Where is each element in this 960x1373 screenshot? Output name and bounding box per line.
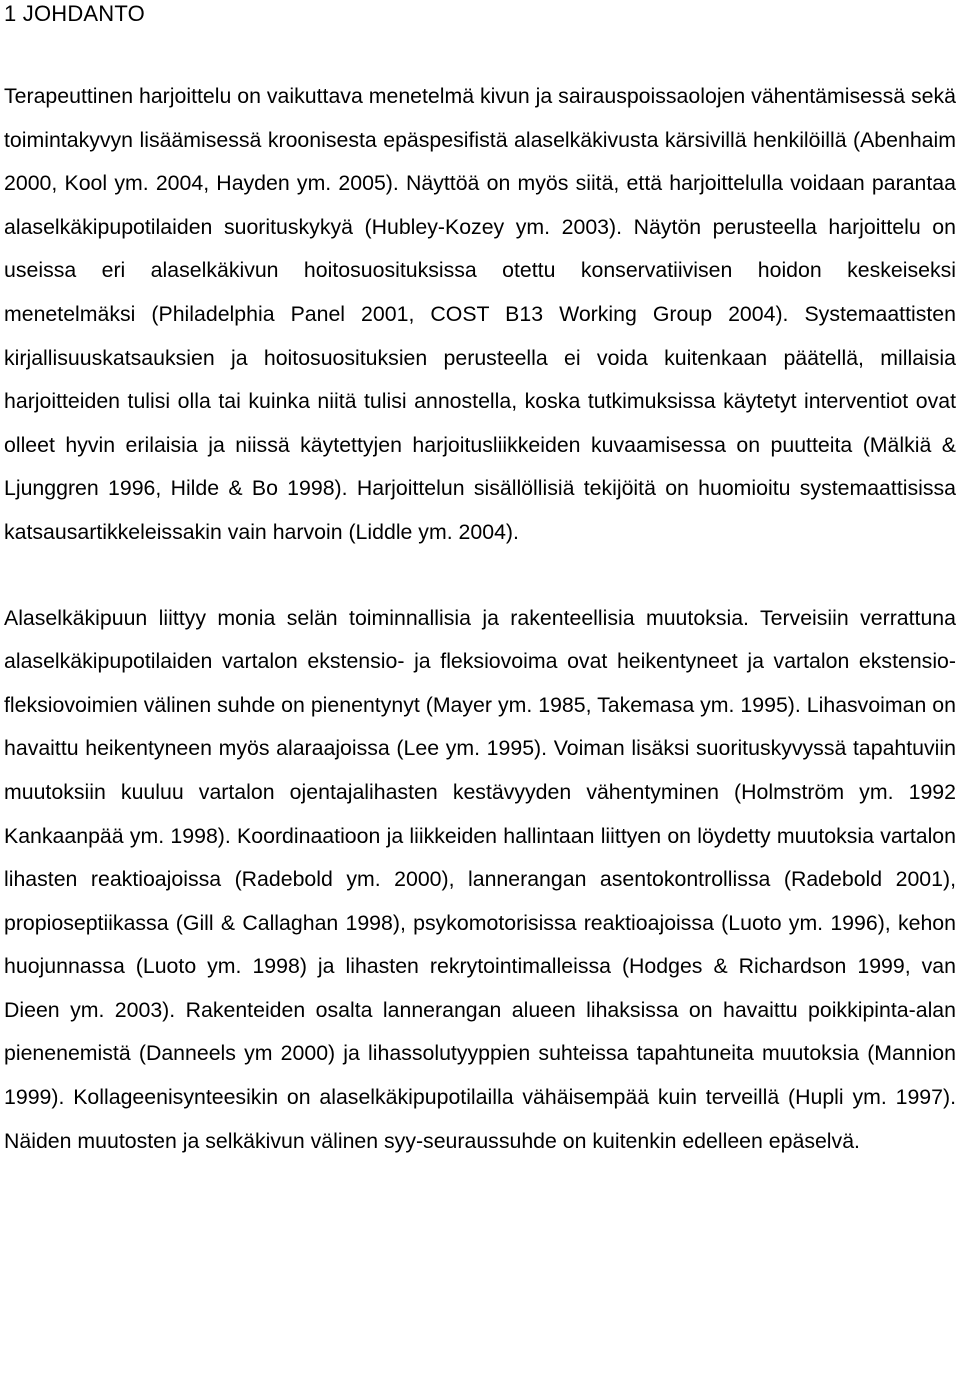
paragraph-2: Alaselkäkipuun liittyy monia selän toiminnallisia ja rakenteellisia muutoksia. Terveisiin verrattuna alaselkäkipupotilaiden vartalon ekstensio- ja fleksiovoima ovat heikentyneet ja vartalon ekstensio-fleksiovoimien välinen suhde on pienentynyt (Mayer ym. 1985, Takemasa ym. 1995). Lihasvoiman on havaittu heikentyneen myös alaraajoissa (Lee ym. 1995). Voiman lisäksi suorituskyvyssä tapahtuviin muutoksiin kuuluu vartalon ojentajalihasten kestävyyden vähentyminen (Holmström ym. 1992 Kankaanpää ym. 1998). Koordinaatioon ja liikkeiden hallintaan liittyen on löydetty muutoksia vartalon lihasten reaktioajoissa (Radebold ym. 2000), lannerangan asentokontrollissa (Radebold 2001), propioseptiikassa (Gill & Callaghan 1998), psykomotorisissa reaktioajoissa (Luoto ym. 1996), kehon huojunnassa (Luoto ym. 1998) ja lihasten rekrytointimalleissa (Hodges & Richardson 1999, van Dieen ym. 2003). Rakenteiden osalta lannerangan alueen lihaksissa on havaittu poikkipinta-alan pienenemistä (Danneels ym 2000) ja lihassolutyyppien suhteissa tapahtuneita muutoksia (Mannion 1999). Kollageenisynteesikin on alaselkäkipupotilailla vähäisempää kuin terveillä (Hupli ym. 1997). Näiden muutosten ja selkäkivun välinen syy-seuraussuhde on kuitenkin edelleen epäselvä. <box>4 605 956 1153</box>
paragraph-1: Terapeuttinen harjoittelu on vaikuttava menetelmä kivun ja sairauspoissaolojen vähentämisessä sekä toimintakyvyn lisäämisessä kroonisesta epäspesifistä alaselkäkivusta kärsivillä henkilöillä (Abenhaim 2000, Kool ym. 2004, Hayden ym. 2005). Näyttöä on myös siitä, että harjoittelulla voidaan parantaa alaselkäkipupotilaiden suorituskykyä (Hubley-Kozey ym. 2003). Näytön perusteella harjoittelu on useissa eri alaselkäkivun hoitosuosituksissa otettu konservatiivisen hoidon keskeiseksi menetelmäksi (Philadelphia Panel 2001, COST B13 Working Group 2004). Systemaattisten kirjallisuuskatsauksien ja hoitosuosituksien perusteella ei voida kuitenkaan päätellä, millaisia harjoitteiden tulisi olla tai kuinka niitä tulisi annostella, koska tutkimuksissa käytetyt interventiot ovat olleet hyvin erilaisia ja niissä käytettyjen harjoitusliikkeiden kuvaamisessa on puutteita (Mälkiä & Ljunggren 1996, Hilde & Bo 1998). Harjoittelun sisällöllisiä tekijöitä on huomioitu systemaattisissa katsausartikkeleissakin vain harvoin (Liddle ym. 2004). <box>4 84 956 544</box>
document-page <box>4 0 956 1163</box>
section-heading: 1 JOHDANTO <box>4 1 145 26</box>
